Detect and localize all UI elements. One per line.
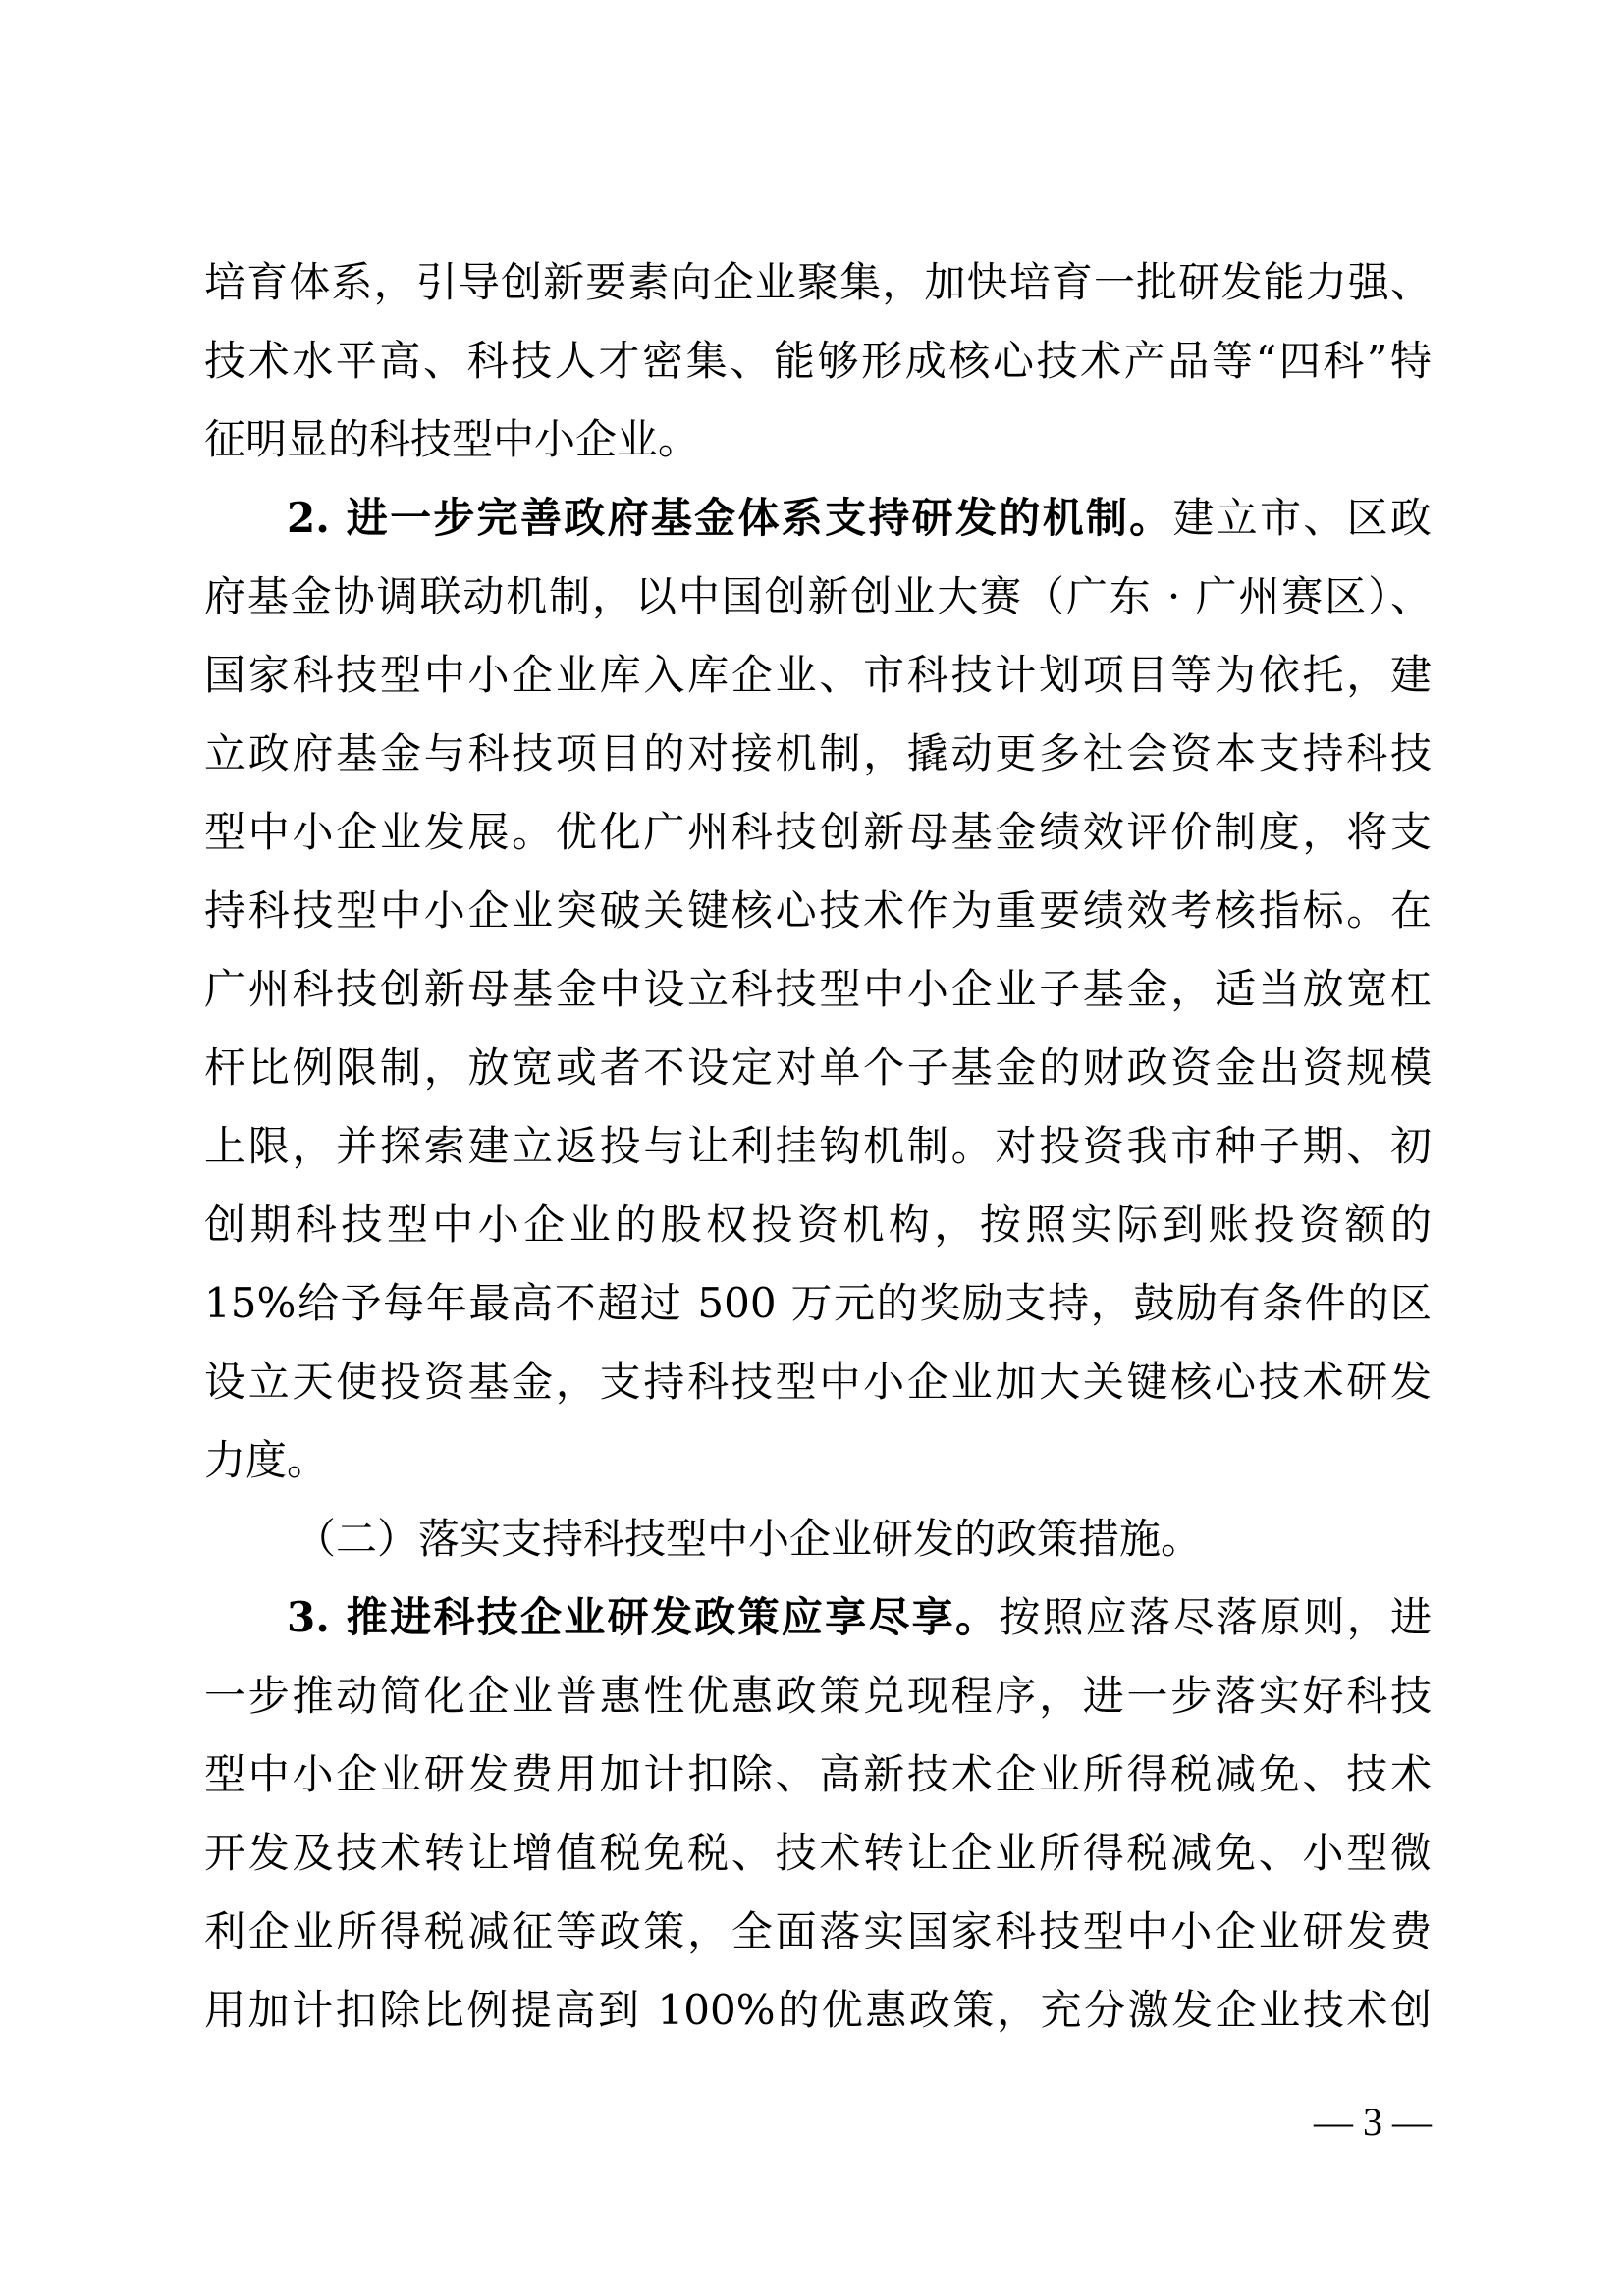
line-text: 创期科技型中小企业的股权投资机构，按照实际到账投资额的 xyxy=(204,1201,1432,1249)
line-text: 利企业所得税减征等政策，全面落实国家科技型中小企业研发费 xyxy=(204,1907,1432,1955)
body-line-2 xyxy=(204,322,1432,400)
line-text: 力度。 xyxy=(204,1436,329,1484)
body-line-11 xyxy=(204,1029,1432,1107)
body-line-15 xyxy=(204,1343,1432,1421)
line-text: 征明显的科技型中小企业。 xyxy=(204,415,700,463)
line-text: 建立市、区政 xyxy=(1172,494,1432,542)
body-line-1 xyxy=(204,243,1432,322)
line-text: 一步推动简化企业普惠性优惠政策兑现程序，进一步落实好科技 xyxy=(204,1672,1432,1720)
line-text: 用加计扣除比例提高到 100%的优惠政策，充分激发企业技术创 xyxy=(204,1986,1432,2034)
line-text: 技术水平高、科技人才密集、能够形成核心技术产品等“四科”特 xyxy=(204,337,1432,385)
body-line-10 xyxy=(204,950,1432,1029)
body-line-7 xyxy=(204,715,1432,793)
line-text: 广州科技创新母基金中设立科技型中小企业子基金，适当放宽杠 xyxy=(204,965,1432,1013)
line-text: 设立天使投资基金，支持科技型中小企业加大关键核心技术研发 xyxy=(204,1358,1432,1406)
body-line-8 xyxy=(204,793,1432,872)
body-line-3 xyxy=(204,400,1432,479)
body-line-5 xyxy=(204,558,1432,636)
subsection-2-heading: （二）落实支持科技型中小企业研发的政策措施。 xyxy=(295,1515,1203,1563)
body-line-19 xyxy=(204,1657,1432,1735)
line-text: 按照应落尽落原则，进 xyxy=(999,1593,1432,1641)
page-number: — 3 — xyxy=(1314,2100,1432,2144)
line-text: 杆比例限制，放宽或者不设定对单个子基金的财政资金出资规模 xyxy=(204,1043,1432,1092)
subsection-2-heading-line xyxy=(295,1500,1439,1578)
line-text: 立政府基金与科技项目的对接机制，撬动更多社会资本支持科技 xyxy=(204,729,1432,777)
section-3-heading: 3. 推进科技企业研发政策应享尽享。 xyxy=(287,1593,1000,1641)
line-text: 型中小企业发展。优化广州科技创新母基金绩效评价制度，将支 xyxy=(204,808,1432,856)
body-line-16 xyxy=(204,1421,1432,1500)
body-line-9 xyxy=(204,872,1432,950)
body-line-6 xyxy=(204,636,1432,715)
body-line-12 xyxy=(204,1107,1432,1186)
line-text: 府基金协调联动机制，以中国创新创业大赛（广东 · 广州赛区）、 xyxy=(204,572,1432,620)
line-text: 上限，并探索建立返投与让利挂钩机制。对投资我市种子期、初 xyxy=(204,1122,1432,1170)
line-text: 开发及技术转让增值税免税、技术转让企业所得税减免、小型微 xyxy=(204,1829,1432,1877)
line-text: 持科技型中小企业突破关键核心技术作为重要绩效考核指标。在 xyxy=(204,886,1432,934)
section-2-heading-line xyxy=(287,479,1432,558)
body-line-21 xyxy=(204,1814,1432,1893)
line-text: 培育体系，引导创新要素向企业聚集，加快培育一批研发能力强、 xyxy=(204,258,1432,306)
section-3-heading-line xyxy=(287,1578,1432,1657)
line-text: 15%给予每年最高不超过 500 万元的奖励支持，鼓励有条件的区 xyxy=(204,1279,1432,1327)
body-line-20 xyxy=(204,1735,1432,1814)
body-line-22 xyxy=(204,1893,1432,1971)
line-text: 型中小企业研发费用加计扣除、高新技术企业所得税减免、技术 xyxy=(204,1750,1432,1798)
body-line-14 xyxy=(204,1264,1432,1343)
body-line-23 xyxy=(204,1971,1432,2050)
body-line-13 xyxy=(204,1186,1432,1264)
line-text: 国家科技型中小企业库入库企业、市科技计划项目等为依托，建 xyxy=(204,651,1432,699)
section-2-heading: 2. 进一步完善政府基金体系支持研发的机制。 xyxy=(287,494,1173,542)
